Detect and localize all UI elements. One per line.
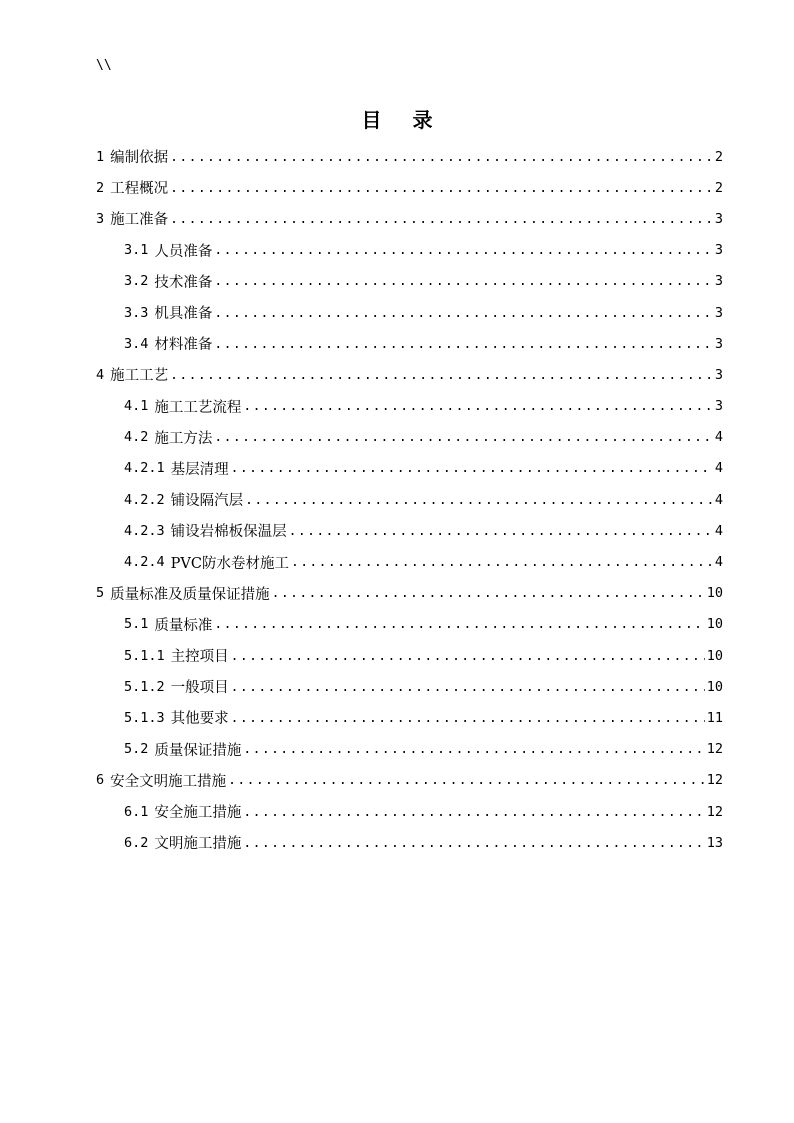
toc-entry-number: 4.1 bbox=[124, 398, 149, 415]
toc-dot-leader bbox=[231, 711, 705, 727]
toc-entry-page-number: 3 bbox=[714, 366, 723, 383]
toc-entry-number: 1 bbox=[96, 148, 105, 165]
toc-entry-number: 5.2 bbox=[124, 741, 149, 758]
toc-dot-leader bbox=[214, 617, 704, 633]
toc-entry[interactable] bbox=[96, 796, 723, 827]
toc-entry[interactable] bbox=[96, 609, 723, 640]
toc-entry-title: 施工工艺流程 bbox=[154, 399, 242, 416]
toc-dot-leader bbox=[214, 274, 712, 290]
toc-dot-leader bbox=[289, 524, 713, 540]
toc-entry[interactable] bbox=[96, 546, 723, 577]
toc-entry-number: 3 bbox=[96, 210, 105, 227]
toc-entry[interactable] bbox=[96, 671, 723, 702]
toc-entry[interactable] bbox=[96, 422, 723, 453]
toc-dot-leader bbox=[243, 805, 704, 821]
toc-entry-number: 4.2.3 bbox=[124, 522, 165, 539]
toc-entry-number: 6 bbox=[96, 772, 105, 789]
toc-entry[interactable] bbox=[96, 235, 723, 266]
toc-dot-leader bbox=[228, 773, 705, 789]
toc-entry-title: 编制依据 bbox=[110, 150, 169, 167]
toc-entry-number: 4.2 bbox=[124, 429, 149, 446]
toc-entry[interactable] bbox=[96, 172, 723, 203]
toc-entry-number: 5.1.1 bbox=[124, 647, 165, 664]
toc-dot-leader bbox=[272, 586, 705, 602]
toc-entry-number: 5.1.3 bbox=[124, 709, 165, 726]
toc-entry[interactable] bbox=[96, 640, 723, 671]
toc-entry-title: 机具准备 bbox=[154, 306, 213, 323]
toc-title: 目 录 bbox=[361, 108, 445, 132]
toc-dot-leader bbox=[170, 212, 713, 228]
toc-entry-number: 4.2.1 bbox=[124, 460, 165, 477]
toc-entry-title: 基层清理 bbox=[170, 461, 229, 478]
toc-entry-number: 5 bbox=[96, 585, 105, 602]
toc-entry-title: 主控项目 bbox=[170, 649, 229, 666]
toc-entry[interactable] bbox=[96, 484, 723, 515]
toc-entry-number: 3.1 bbox=[124, 242, 149, 259]
toc-entry-page-number: 10 bbox=[706, 585, 723, 602]
toc-entry-page-number: 4 bbox=[714, 491, 723, 508]
toc-entry-title: 文明施工措施 bbox=[154, 836, 242, 853]
toc-entry-number: 4.2.4 bbox=[124, 554, 165, 571]
toc-entry-number: 5.1.2 bbox=[124, 678, 165, 695]
toc-dot-leader bbox=[214, 243, 712, 259]
toc-dot-leader bbox=[243, 836, 704, 852]
toc-entry-number: 6.2 bbox=[124, 834, 149, 851]
toc-entry-page-number: 4 bbox=[714, 554, 723, 571]
toc-entry-number: 3.4 bbox=[124, 335, 149, 352]
toc-entry-page-number: 4 bbox=[714, 522, 723, 539]
toc-entry-page-number: 3 bbox=[714, 398, 723, 415]
toc-entry-title: PVC防水卷材施工 bbox=[170, 555, 289, 572]
toc-entry-page-number: 12 bbox=[706, 772, 723, 789]
toc-entry[interactable] bbox=[96, 328, 723, 359]
toc-entry-title: 其他要求 bbox=[170, 711, 229, 728]
toc-entry-title: 技术准备 bbox=[154, 274, 213, 291]
toc-entry-title: 安全施工措施 bbox=[154, 805, 242, 822]
toc-entry-page-number: 3 bbox=[714, 335, 723, 352]
toc-dot-leader bbox=[214, 337, 712, 353]
toc-dot-leader bbox=[243, 399, 712, 415]
toc-entry[interactable] bbox=[96, 765, 723, 796]
toc-entry[interactable] bbox=[96, 515, 723, 546]
table-of-contents bbox=[96, 141, 723, 858]
toc-entry[interactable] bbox=[96, 297, 723, 328]
toc-entry-title: 质量标准及质量保证措施 bbox=[110, 586, 270, 603]
toc-entry-page-number: 4 bbox=[714, 460, 723, 477]
toc-dot-leader bbox=[170, 181, 713, 197]
toc-entry[interactable] bbox=[96, 141, 723, 172]
toc-dot-leader bbox=[214, 430, 712, 446]
toc-entry-title: 人员准备 bbox=[154, 243, 213, 260]
toc-entry-number: 3.3 bbox=[124, 304, 149, 321]
toc-entry[interactable] bbox=[96, 734, 723, 765]
toc-entry[interactable] bbox=[96, 827, 723, 858]
toc-entry-number: 2 bbox=[96, 179, 105, 196]
toc-dot-leader bbox=[231, 461, 713, 477]
toc-dot-leader bbox=[231, 649, 705, 665]
toc-entry-title: 安全文明施工措施 bbox=[110, 773, 227, 790]
toc-entry-page-number: 3 bbox=[714, 210, 723, 227]
toc-entry-page-number: 4 bbox=[714, 429, 723, 446]
toc-entry-page-number: 13 bbox=[706, 834, 723, 851]
toc-entry[interactable] bbox=[96, 702, 723, 733]
toc-entry-title: 材料准备 bbox=[154, 337, 213, 354]
toc-entry-title: 一般项目 bbox=[170, 680, 229, 697]
toc-dot-leader bbox=[231, 680, 705, 696]
toc-entry[interactable] bbox=[96, 203, 723, 234]
toc-entry-number: 3.2 bbox=[124, 273, 149, 290]
toc-entry-page-number: 3 bbox=[714, 304, 723, 321]
toc-entry-page-number: 12 bbox=[706, 741, 723, 758]
toc-entry-number: 6.1 bbox=[124, 803, 149, 820]
toc-entry-title: 铺设隔汽层 bbox=[170, 493, 244, 510]
toc-entry-page-number: 2 bbox=[714, 179, 723, 196]
toc-entry-page-number: 11 bbox=[706, 709, 723, 726]
toc-entry-number: 4 bbox=[96, 366, 105, 383]
toc-entry[interactable] bbox=[96, 453, 723, 484]
toc-entry-number: 4.2.2 bbox=[124, 491, 165, 508]
toc-entry-page-number: 12 bbox=[706, 803, 723, 820]
toc-entry[interactable] bbox=[96, 578, 723, 609]
toc-entry-title: 施工方法 bbox=[154, 430, 213, 447]
toc-entry-page-number: 3 bbox=[714, 242, 723, 259]
toc-dot-leader bbox=[170, 368, 713, 384]
toc-entry-number: 5.1 bbox=[124, 616, 149, 633]
toc-entry[interactable] bbox=[96, 391, 723, 422]
toc-entry-title: 工程概况 bbox=[110, 181, 169, 198]
toc-dot-leader bbox=[243, 742, 704, 758]
toc-entry-title: 质量保证措施 bbox=[154, 742, 242, 759]
toc-entry-page-number: 10 bbox=[706, 616, 723, 633]
toc-entry-title: 铺设岩棉板保温层 bbox=[170, 524, 287, 541]
header-mark: \\ bbox=[96, 58, 112, 73]
toc-entry-page-number: 2 bbox=[714, 148, 723, 165]
toc-entry-title: 施工准备 bbox=[110, 212, 169, 229]
toc-dot-leader bbox=[170, 150, 713, 166]
toc-dot-leader bbox=[245, 493, 713, 509]
toc-dot-leader bbox=[214, 306, 712, 322]
toc-dot-leader bbox=[291, 555, 713, 571]
toc-entry-page-number: 10 bbox=[706, 647, 723, 664]
toc-entry-page-number: 3 bbox=[714, 273, 723, 290]
toc-entry-title: 质量标准 bbox=[154, 617, 213, 634]
toc-entry[interactable] bbox=[96, 266, 723, 297]
toc-entry[interactable] bbox=[96, 359, 723, 390]
toc-entry-title: 施工工艺 bbox=[110, 368, 169, 385]
toc-entry-page-number: 10 bbox=[706, 678, 723, 695]
